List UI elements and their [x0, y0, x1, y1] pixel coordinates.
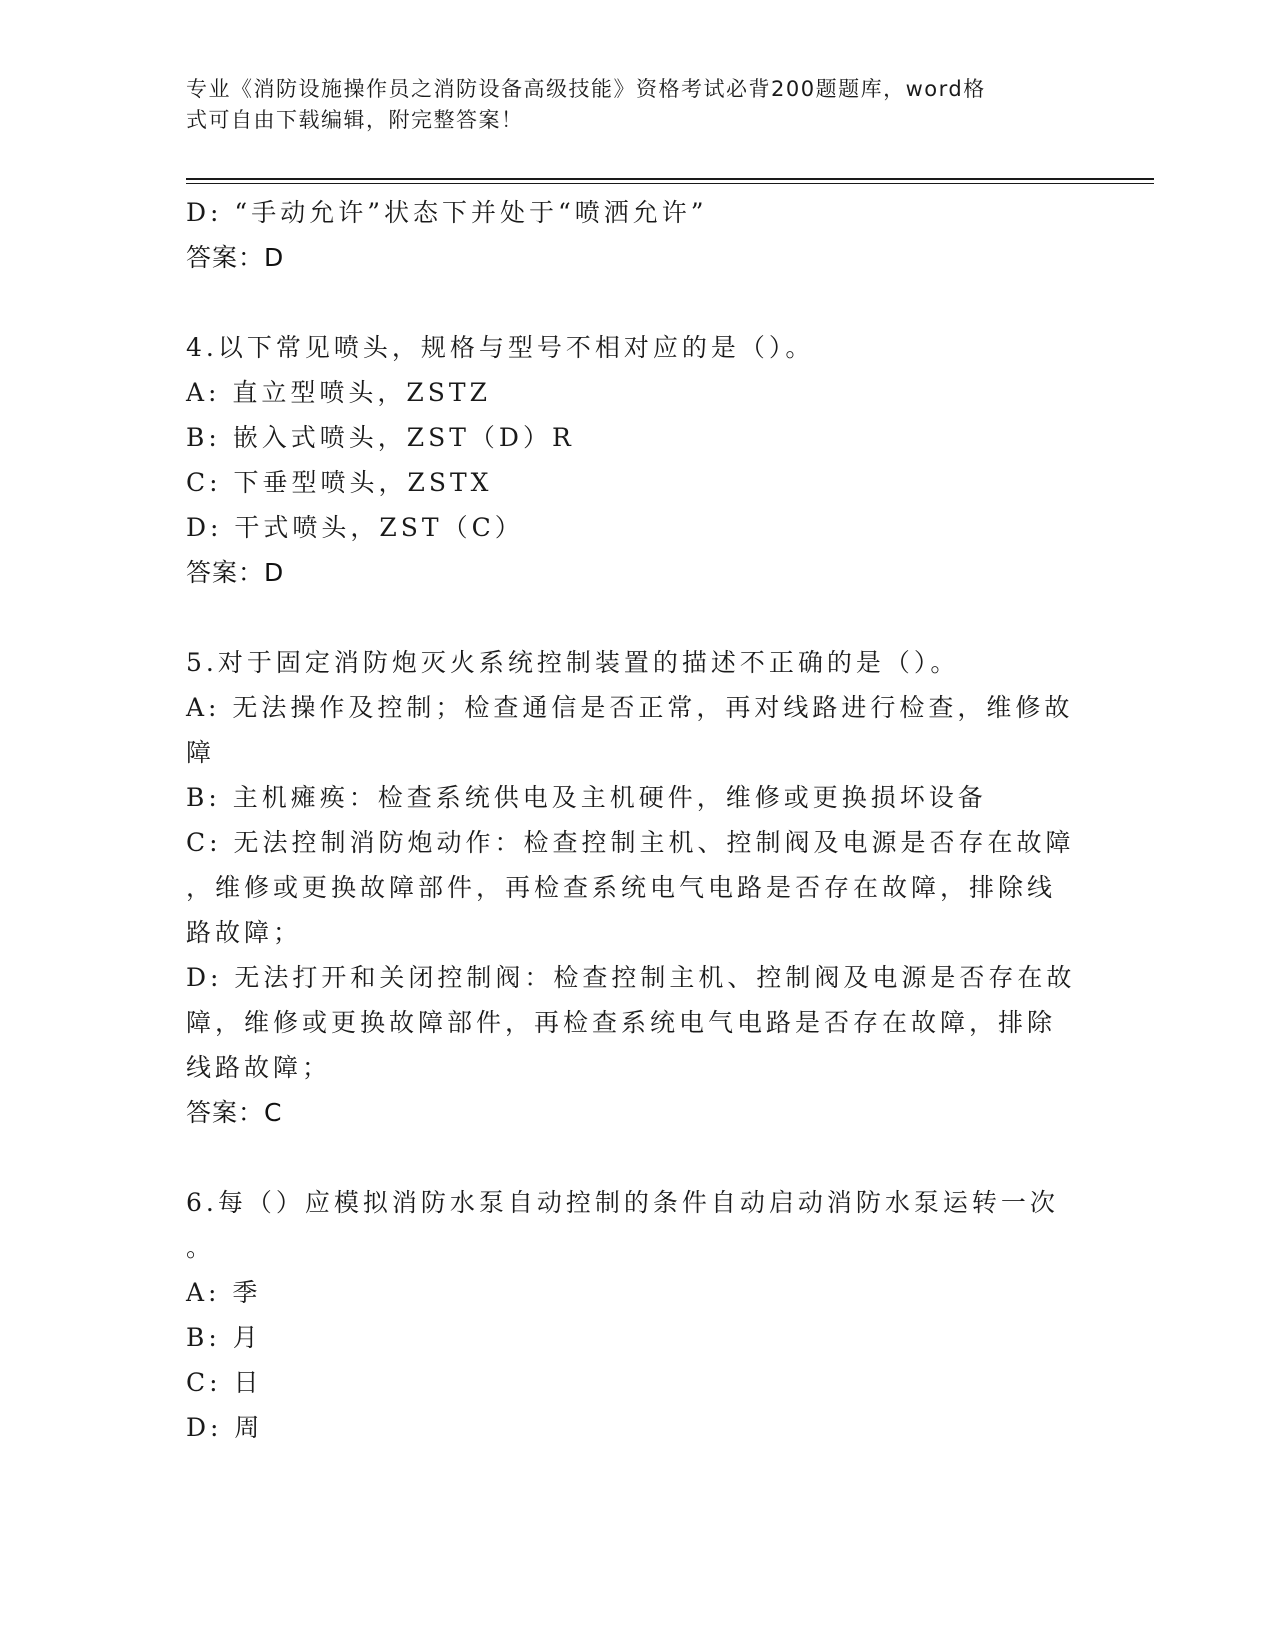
- question-list: [186, 190, 1086, 1450]
- option-c-line-1: C: 无法控制消防炮动作：检查控制主机、控制阀及电源是否存在故障: [186, 828, 1075, 857]
- option-b: B: 嵌入式喷头，ZST（D）R: [186, 423, 575, 452]
- option-d: D: 干式喷头，ZST（C）: [186, 513, 524, 542]
- header-line-1: 专业《消防设施操作员之消防设备高级技能》资格考试必背200题题库，word格: [186, 77, 986, 101]
- question-stem-line-2: 。: [186, 1233, 216, 1262]
- spacer: [186, 595, 1086, 640]
- option-b: B: 主机瘫痪：检查系统供电及主机硬件，维修或更换损坏设备: [186, 783, 987, 812]
- question-5: [186, 640, 1086, 1135]
- question-4: [186, 325, 1086, 595]
- header-line-2: 式可自由下载编辑，附完整答案！: [186, 108, 524, 132]
- question-stem: 5.对于固定消防炮灭火系统控制装置的描述不正确的是（）。: [186, 648, 960, 677]
- option-c-line-3: 路故障；: [186, 918, 303, 947]
- option-a-line-1: A: 无法操作及控制；检查通信是否正常，再对线路进行检查，维修故: [186, 693, 1074, 722]
- option-a: A: 直立型喷头，ZSTZ: [186, 378, 491, 407]
- spacer: [186, 280, 1086, 325]
- option-d-line-1: D: 无法打开和关闭控制阀：检查控制主机、控制阀及电源是否存在故: [186, 963, 1076, 992]
- answer-label: 答案：C: [186, 1098, 283, 1127]
- option-a-line-2: 障: [186, 738, 216, 767]
- header-rule-thin: [186, 183, 1154, 184]
- answer-label: 答案：D: [186, 243, 285, 272]
- spacer: [186, 1135, 1086, 1180]
- option-d: D: 周: [186, 1413, 264, 1442]
- question-3: [186, 190, 1086, 280]
- document-header: [186, 74, 1066, 136]
- option-c: C: 下垂型喷头，ZSTX: [186, 468, 493, 497]
- header-rule-thick: [186, 178, 1154, 180]
- option-c: C: 日: [186, 1368, 263, 1397]
- answer-label: 答案：D: [186, 558, 285, 587]
- option-c-line-2: ，维修或更换故障部件，再检查系统电气电路是否存在故障，排除线: [186, 873, 1057, 902]
- question-6: [186, 1180, 1086, 1450]
- option-d-line-3: 线路故障；: [186, 1053, 332, 1082]
- option-b: B: 月: [186, 1323, 262, 1352]
- question-stem: 4.以下常见喷头，规格与型号不相对应的是（）。: [186, 333, 815, 362]
- option-a: A: 季: [186, 1278, 262, 1307]
- question-stem-line-1: 6.每（）应模拟消防水泵自动控制的条件自动启动消防水泵运转一次: [186, 1188, 1059, 1217]
- option-d-line-2: 障，维修或更换故障部件，再检查系统电气电路是否存在故障，排除: [186, 1008, 1057, 1037]
- option-d: D: “手动允许”状态下并处于“喷洒允许”: [186, 198, 708, 227]
